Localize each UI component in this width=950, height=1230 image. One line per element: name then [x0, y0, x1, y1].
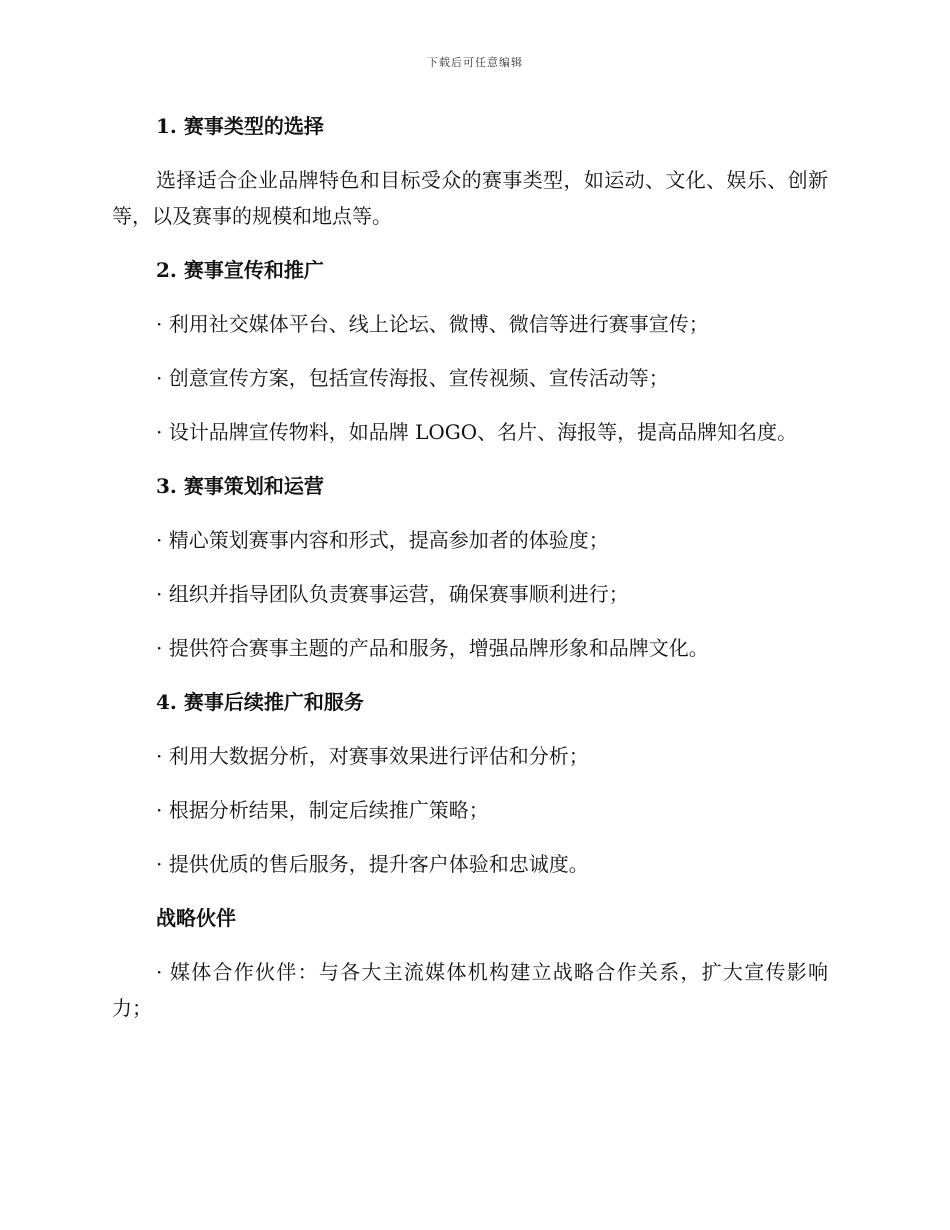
bullet-item: · 利用大数据分析，对赛事效果进行评估和分析； — [156, 744, 589, 768]
bullet-item: · 根据分析结果，制定后续推广策略； — [156, 798, 489, 822]
section-heading-event-type: 1. 赛事类型的选择 — [156, 114, 324, 138]
paragraph-event-type: 选择适合企业品牌特色和目标受众的赛事类型，如运动、文化、娱乐、创新等，以及赛事的规模和地点等。 — [112, 168, 828, 228]
bullet-item: · 提供符合赛事主题的产品和服务，增强品牌形象和品牌文化。 — [156, 636, 709, 660]
bullet-item: · 媒体合作伙伴：与各大主流媒体机构建立战略合作关系，扩大宣传影响力； — [112, 960, 828, 1020]
bullet-item: · 组织并指导团队负责赛事运营，确保赛事顺利进行； — [156, 582, 629, 606]
bullet-item: · 利用社交媒体平台、线上论坛、微博、微信等进行赛事宣传； — [156, 312, 709, 336]
section-heading-planning: 3. 赛事策划和运营 — [156, 474, 324, 498]
bullet-item: · 提供优质的售后服务，提升客户体验和忠诚度。 — [156, 852, 589, 876]
bullet-item: · 设计品牌宣传物料，如品牌 LOGO、名片、海报等，提高品牌知名度。 — [156, 420, 798, 444]
bullet-item: · 精心策划赛事内容和形式，提高参加者的体验度； — [156, 528, 609, 552]
header-note: 下载后可任意编辑 — [427, 56, 523, 69]
document-body — [112, 108, 828, 1026]
section-heading-follow-up: 4. 赛事后续推广和服务 — [156, 690, 364, 714]
section-heading-promotion: 2. 赛事宣传和推广 — [156, 258, 324, 282]
section-heading-partners: 战略伙伴 — [156, 906, 236, 930]
bullet-item: · 创意宣传方案，包括宣传海报、宣传视频、宣传活动等； — [156, 366, 669, 390]
